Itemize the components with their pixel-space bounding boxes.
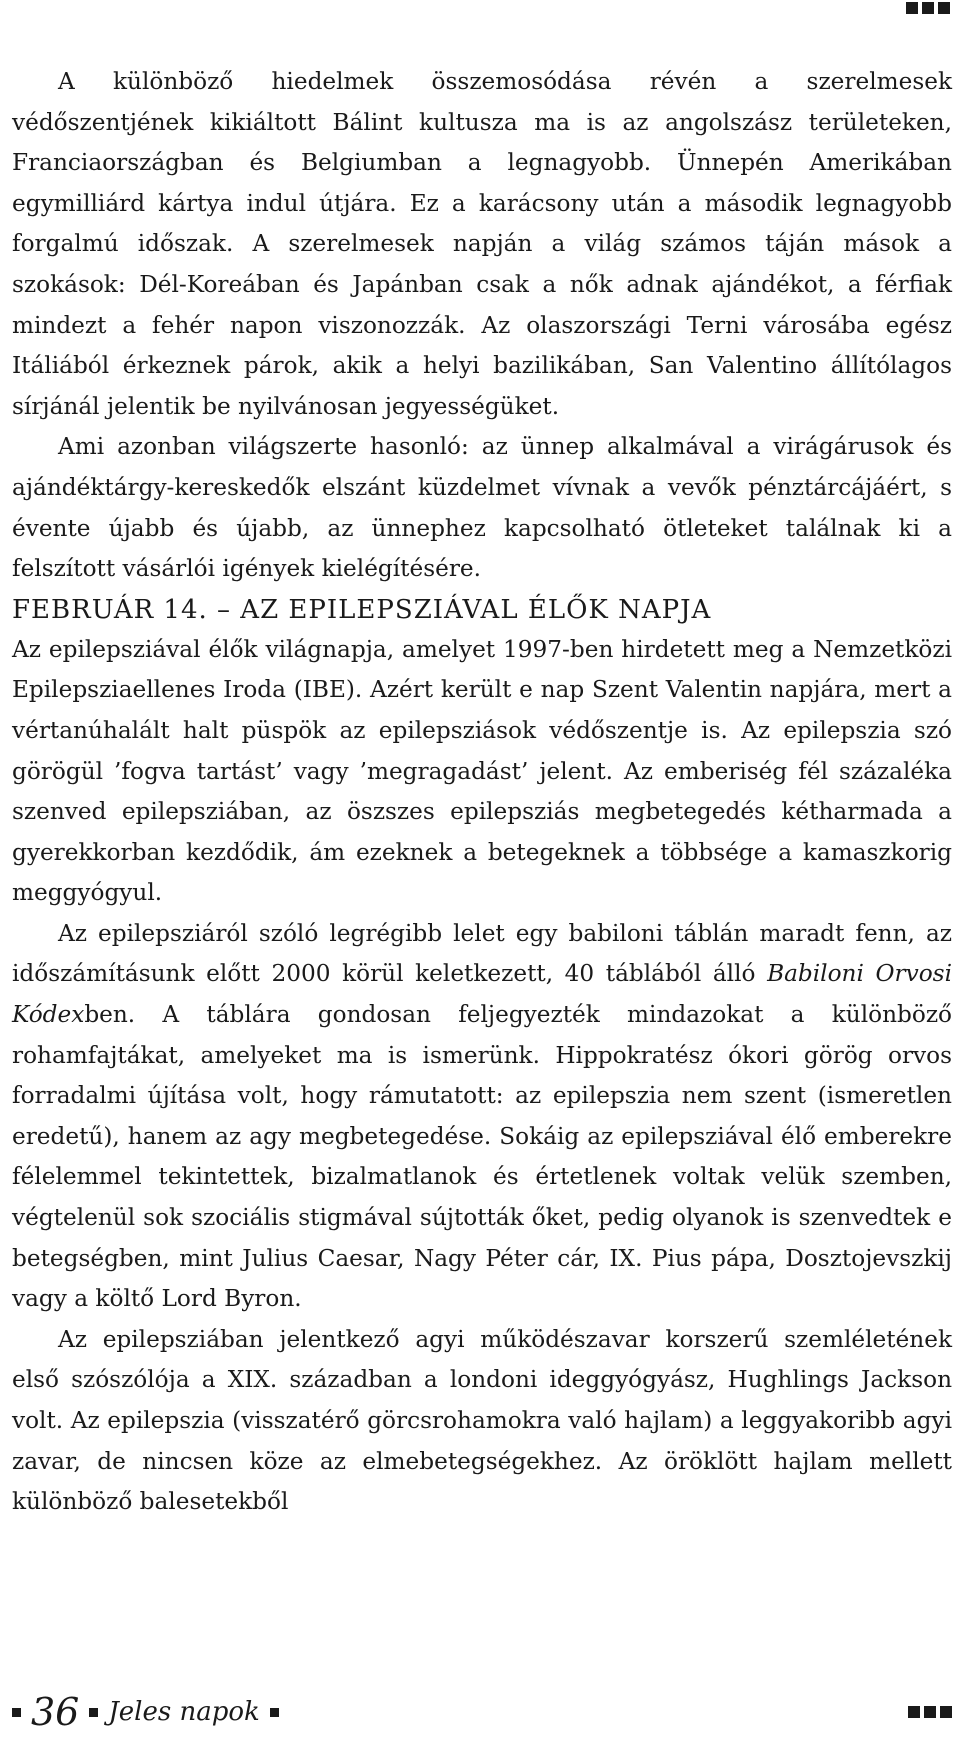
footer-square-icon xyxy=(89,1708,98,1717)
paragraph-epilepsy-day: Az epilepsziával élők világnapja, amelyet 1997-ben hirdetett meg a Nemzetközi Epilepsziaellenes Iroda (IBE). Azért került e nap Szent Valentin napjára, mert a vértanúhalált halt püspök az epilepsziások védőszentje is. Az epilepszia szó görögül ’fogva tartást’ vagy ’megragadást’ jelent. Az emberiség fél százaléka szenved epilepsziában, az öszszes epilepsziás megbetegedés kétharmada a gyerekkorban kezdődik, ám ezeknek a betegeknek a többsége a kamaszkorig meggyógyul. xyxy=(12,635,952,907)
section-heading: FEBRUÁR 14. – AZ EPILEPSZIÁVAL ÉLŐK NAPJA xyxy=(12,594,712,625)
paragraph-valentine-cult: A különböző hiedelmek összemosódása révén a szerelmesek védőszentjének kikiáltott Bálint kultusza ma is az angolszász területeken, Franciaországban és Belgiumban a legnagyobb. Ünnepén Amerikában egymilliárd kártya indul útjára. Ez a karácsony után a második legnagyobb forgalmú időszak. A szerelmesek napján a világ számos táján mások a szokások: Dél-Koreában és Japánban csak a nők adnak ajándékot, a férfiak mindezt a fehér napon viszonozzák. Az olaszországi Terni városába egész Itáliából érkeznek párok, akik a helyi bazilikában, San Valentino állítólagos sírjánál jelentik be nyilvánosan jegyességüket. xyxy=(12,68,952,420)
running-title: Jeles napok xyxy=(108,1697,260,1727)
top-ornament xyxy=(906,2,950,14)
ornament-square-icon xyxy=(924,1706,936,1718)
paragraph-epilepsy-history xyxy=(12,914,952,1320)
page-body xyxy=(12,62,952,1523)
ornament-square-icon xyxy=(938,2,950,14)
ornament-square-icon xyxy=(906,2,918,14)
ornament-square-icon xyxy=(908,1706,920,1718)
page-footer xyxy=(12,1690,952,1734)
history-text-end: ben. A táblára gondosan feljegyezték mindazokat a különböző rohamfajtákat, amelyeket ma is ismerünk. Hippokratész ókori görög orvos forradalmi újítása volt, hogy rámutatott: az epilepszia nem szent (ismeretlen eredetű), hanem az agy megbetegedése. Sokáig az epilepsziával élő emberekre félelemmel tekintettek, bizalmatlanok és értetlenek voltak velük szemben, végtelenül sok szociális stigmával sújtották őket, pedig olyanok is szenvedtek e betegségben, mint Julius Caesar, Nagy Péter cár, IX. Pius pápa, Dosztojevszkij vagy a költő Lord Byron. xyxy=(12,1001,952,1313)
paragraph-epilepsy-modern: Az epilepsziában jelentkező agyi működészavar korszerű szemléletének első szószólója a XIX. században a londoni ideggyógyász, Hughlings Jackson volt. Az epilepszia (visszatérő görcsrohamokra való hajlam) a leggyakoribb agyi zavar, de nincsen köze az elmebetegségekhez. Az öröklött hajlam mellett különböző balesetekből xyxy=(12,1325,952,1516)
history-text-start: Az epilepsziáról szóló legrégibb lelet egy babiloni táblán maradt fenn, az időszámításunk előtt 2000 körül keletkezett, 40 táblából álló xyxy=(12,919,952,988)
footer-square-icon xyxy=(270,1708,279,1717)
ornament-square-icon xyxy=(922,2,934,14)
footer-folio xyxy=(12,1690,279,1734)
page-number: 36 xyxy=(31,1690,80,1734)
codex-title: Babiloni Orvosi Kódex xyxy=(12,960,952,1029)
footer-square-icon xyxy=(12,1708,21,1717)
paragraph-valentine-commerce: Ami azonban világszerte hasonló: az ünnep alkalmával a virágárusok és ajándéktárgy-kereskedők elszánt küzdelmet vívnak a vevők pénztárcájáért, s évente újabb és újabb, az ünnephez kapcsolható ötleteket találnak ki a felszított vásárlói igények kielégítésére. xyxy=(12,433,952,583)
ornament-square-icon xyxy=(940,1706,952,1718)
footer-ornament xyxy=(908,1706,952,1718)
